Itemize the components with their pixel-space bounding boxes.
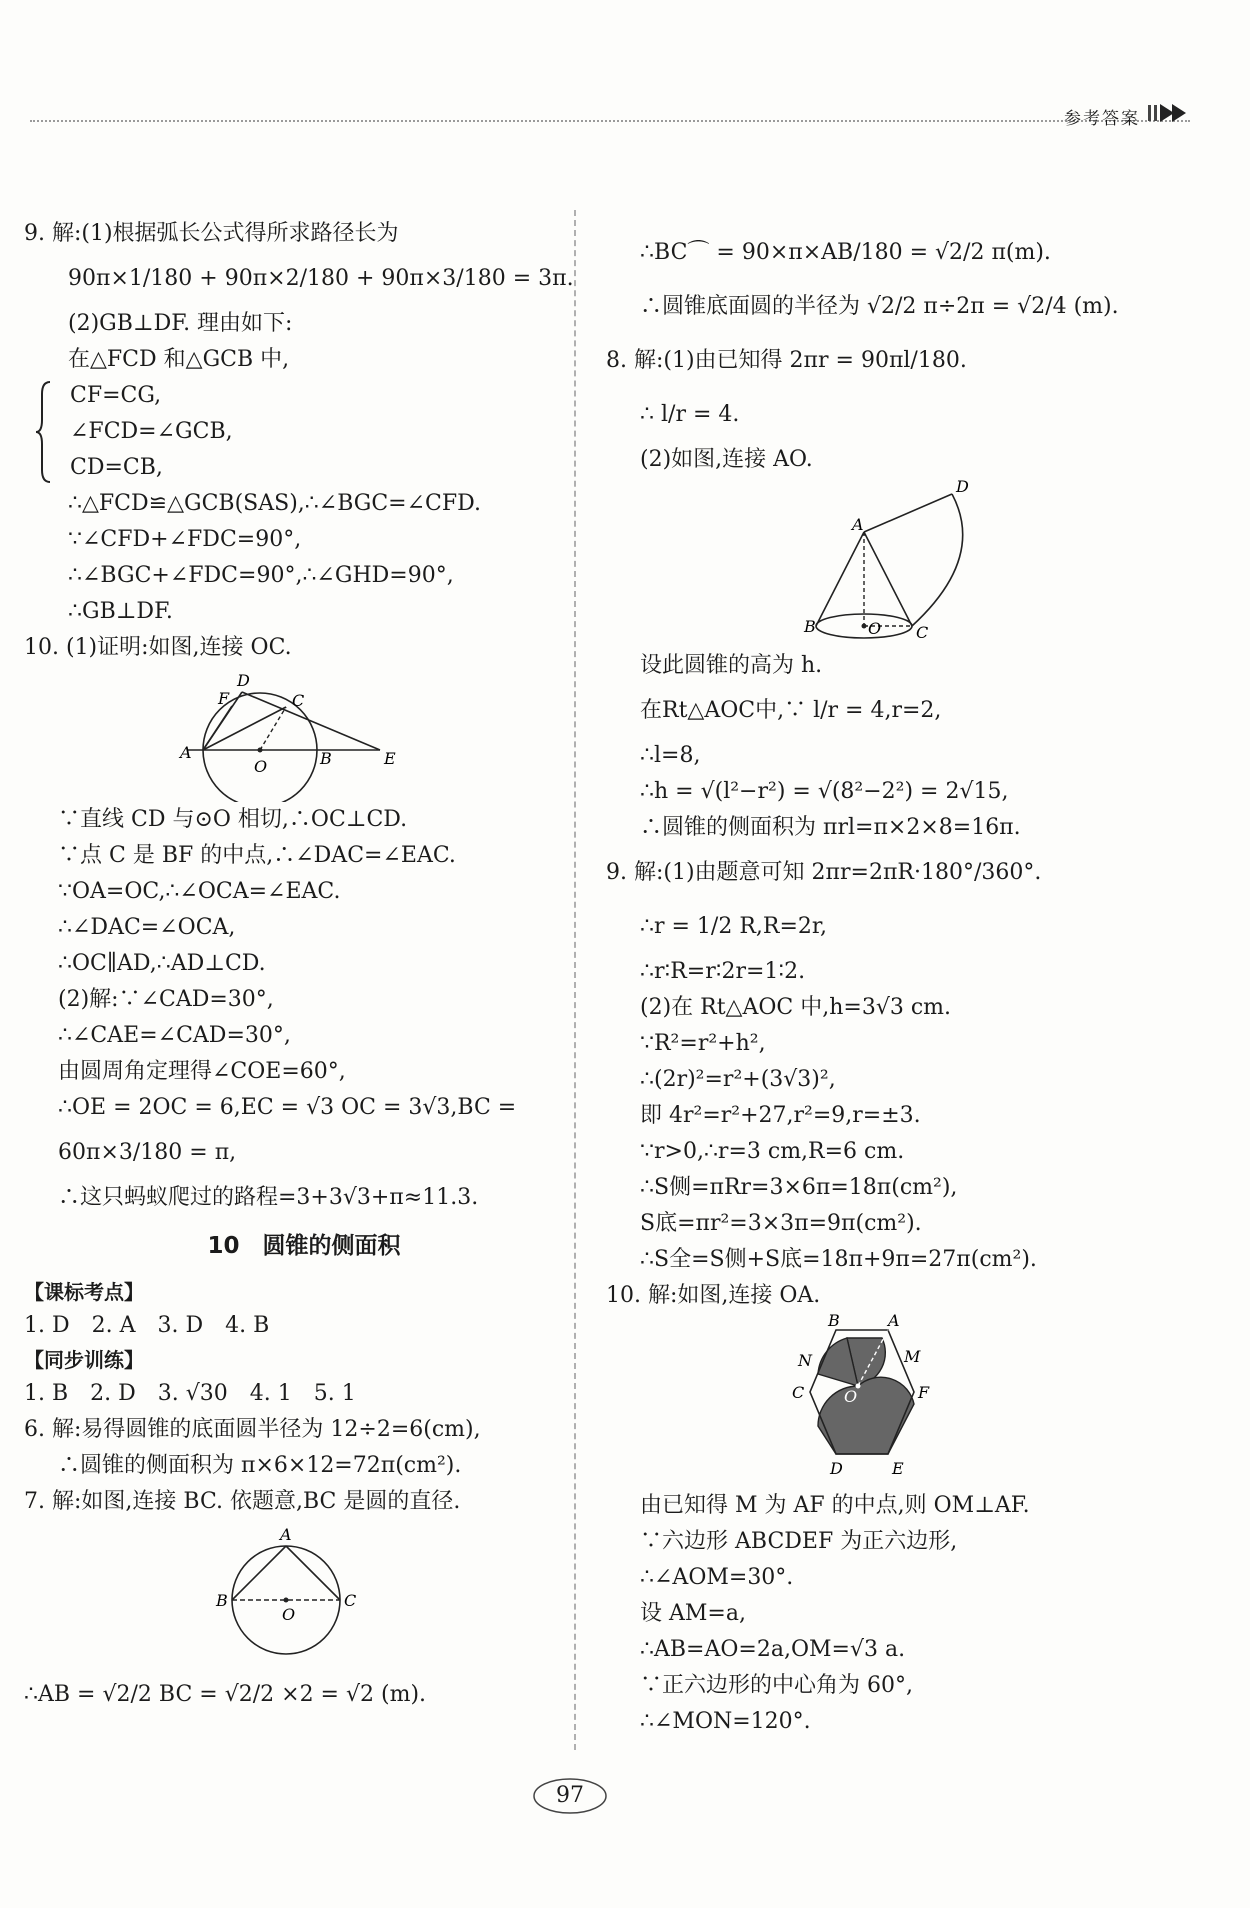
q9r-l11: ∴S全=S侧+S底=18π+9π=27π(cm²). [640, 1247, 1037, 1272]
page-number [530, 1776, 610, 1816]
q8-l5: 在Rt△AOC中,∵ l/r = 4,r=2, [640, 698, 942, 723]
kb-answers: 1. D 2. A 3. D 4. B [24, 1313, 270, 1338]
q9r-l8: ∵r>0,∴r=3 cm,R=6 cm. [640, 1139, 905, 1164]
q9r-l5: ∵R²=r²+h², [640, 1031, 766, 1056]
q6-l2: ∴圆锥的侧面积为 π×6×12=72π(cm²). [58, 1453, 462, 1478]
q10r-l2: 由已知得 M 为 AF 的中点,则 OM⊥AF. [640, 1493, 1030, 1518]
q8-label-A: A [852, 515, 864, 534]
q9-l5: ∴△FCD≌△GCB(SAS),∴∠BGC=∠CFD. [68, 491, 481, 516]
q10-label-O: O [254, 757, 268, 776]
brace-icon [34, 380, 54, 484]
q10-l8: ∴∠CAE=∠CAD=30°, [58, 1023, 291, 1048]
header-rule [30, 120, 1190, 122]
q10r-label-O: O [844, 1387, 858, 1406]
section-title: 10 圆锥的侧面积 [207, 1233, 401, 1259]
q10-l4: ∵OA=OC,∴∠OCA=∠EAC. [58, 879, 341, 904]
q10r-label-D: D [830, 1459, 843, 1478]
q9r-l10: S底=πr²=3×3π=9π(cm²). [640, 1211, 922, 1236]
arrow-icon [1148, 102, 1190, 124]
q9-l2: 90π×1/180 + 90π×2/180 + 90π×3/180 = 3π. [68, 266, 574, 291]
q7-label-O: O [282, 1605, 296, 1624]
q9-l1: 9. 解:(1)根据弧长公式得所求路径长为 [24, 221, 399, 246]
q10-l7: (2)解:∵∠CAD=30°, [58, 987, 274, 1012]
q8-l2: ∴ l/r = 4. [640, 402, 740, 427]
q9-l3: (2)GB⊥DF. 理由如下: [68, 311, 293, 336]
q9-b2: ∠FCD=∠GCB, [70, 419, 233, 444]
q9-brace-group [24, 378, 564, 486]
q10r-label-E: E [892, 1459, 904, 1478]
q9-l7: ∴∠BGC+∠FDC=90°,∴∠GHD=90°, [68, 563, 454, 588]
q10-label-C: C [292, 691, 305, 710]
q10-circle-figure [24, 666, 564, 802]
q10-hexagon-figure [606, 1314, 1206, 1488]
q10-l6: ∴OC∥AD,∴AD⊥CD. [58, 951, 266, 976]
q9-l8: ∴GB⊥DF. [68, 599, 173, 624]
q9r-l3: ∴r∶R=r∶2r=1∶2. [640, 959, 806, 984]
q10r-label-B: B [828, 1314, 840, 1330]
q6-l1: 6. 解:易得圆锥的底面圆半径为 12÷2=6(cm), [24, 1417, 481, 1442]
q10r-label-M: M [904, 1347, 921, 1366]
q9r-l9: ∴S侧=πRr=3×6π=18π(cm²), [640, 1175, 958, 1200]
q7-label-A: A [280, 1525, 292, 1544]
q10r-label-N: N [798, 1351, 812, 1370]
q8-l4: 设此圆锥的高为 h. [640, 653, 823, 678]
q10-l1: 10. (1)证明:如图,连接 OC. [24, 635, 292, 660]
right-column [606, 226, 1206, 1740]
q8-cone-figure [606, 478, 1206, 648]
q10r-l1: 10. 解:如图,连接 OA. [606, 1283, 821, 1308]
q8-l3: (2)如图,连接 AO. [640, 447, 813, 472]
q9-l4: 在△FCD 和△GCB 中, [68, 347, 290, 372]
left-column [24, 216, 574, 1722]
q8-l1: 8. 解:(1)由已知得 2πr = 90πl/180. [606, 348, 967, 373]
q7c-l2: ∴圆锥底面圆的半径为 √2/2 π÷2π = √2/4 (m). [640, 294, 1119, 319]
q10-label-A: A [180, 743, 192, 762]
q9-b1: CF=CG, [70, 383, 162, 408]
q9r-l2: ∴r = 1/2 R,R=2r, [640, 914, 827, 939]
kb-tag: 【课标考点】 [24, 1280, 144, 1304]
q9r-l7: 即 4r²=r²+27,r²=9,r=±3. [640, 1103, 921, 1128]
q8-l8: ∴圆锥的侧面积为 πrl=π×2×8=16π. [640, 815, 1021, 840]
q10r-l8: ∴∠MON=120°. [640, 1709, 811, 1734]
q10-l10: ∴OE = 2OC = 6,EC = √3 OC = 3√3,BC = [58, 1095, 517, 1120]
tb-answers: 1. B 2. D 3. √30 4. 1 5. 1 [24, 1381, 356, 1406]
q10r-l4: ∴∠AOM=30°. [640, 1565, 794, 1590]
q10r-l5: 设 AM=a, [640, 1601, 746, 1626]
q10r-l6: ∴AB=AO=2a,OM=√3 a. [640, 1637, 906, 1662]
q10-l11: 60π×3/180 = π, [58, 1140, 237, 1165]
q7-circle-figure [24, 1520, 564, 1668]
q10-l9: 由圆周角定理得∠COE=60°, [58, 1059, 346, 1084]
q10r-label-C: C [792, 1383, 805, 1402]
q7c-l1: ∴BC⌒ = 90×π×AB/180 = √2/2 π(m). [640, 240, 1051, 265]
q9r-l1: 9. 解:(1)由题意可知 2πr=2πR·180°/360°. [606, 860, 1042, 885]
q9-b3: CD=CB, [70, 455, 163, 480]
q10-label-E: E [384, 749, 396, 768]
q10-l5: ∴∠DAC=∠OCA, [58, 915, 236, 940]
q10r-l7: ∵正六边形的中心角为 60°, [640, 1673, 913, 1698]
q7-l2: ∴AB = √2/2 BC = √2/2 ×2 = √2 (m). [24, 1682, 427, 1707]
page-number-text: 97 [556, 1783, 584, 1808]
q8-label-B: B [804, 617, 816, 636]
q10r-l3: ∵六边形 ABCDEF 为正六边形, [640, 1529, 958, 1554]
q10r-label-A: A [888, 1314, 900, 1330]
q7-label-B: B [216, 1591, 228, 1610]
q8-label-D: D [956, 478, 969, 496]
header-label: 参考答案 [1064, 109, 1140, 129]
q10-l2: ∵直线 CD 与⊙O 相切,∴OC⊥CD. [58, 807, 408, 832]
q10-l3: ∵点 C 是 BF 的中点,∴∠DAC=∠EAC. [58, 843, 456, 868]
q8-l6: ∴l=8, [640, 743, 701, 768]
q7-l1: 7. 解:如图,连接 BC. 依题意,BC 是圆的直径. [24, 1489, 461, 1514]
q8-label-C: C [916, 623, 929, 642]
q10-label-B: B [320, 749, 332, 768]
q10-label-D: D [237, 671, 250, 690]
column-divider [574, 210, 576, 1750]
q7-label-C: C [344, 1591, 357, 1610]
q10r-label-F: F [918, 1383, 930, 1402]
tb-tag: 【同步训练】 [24, 1348, 144, 1372]
q8-l7: ∴h = √(l²−r²) = √(8²−2²) = 2√15, [640, 779, 1009, 804]
q10-l12: ∴这只蚂蚁爬过的路程=3+3√3+π≈11.3. [58, 1185, 479, 1210]
q9-l6: ∵∠CFD+∠FDC=90°, [68, 527, 302, 552]
q10-label-F: F [218, 689, 230, 708]
q9r-l6: ∴(2r)²=r²+(3√3)², [640, 1067, 836, 1092]
q9r-l4: (2)在 Rt△AOC 中,h=3√3 cm. [640, 995, 952, 1020]
q8-label-O: O [868, 619, 882, 638]
